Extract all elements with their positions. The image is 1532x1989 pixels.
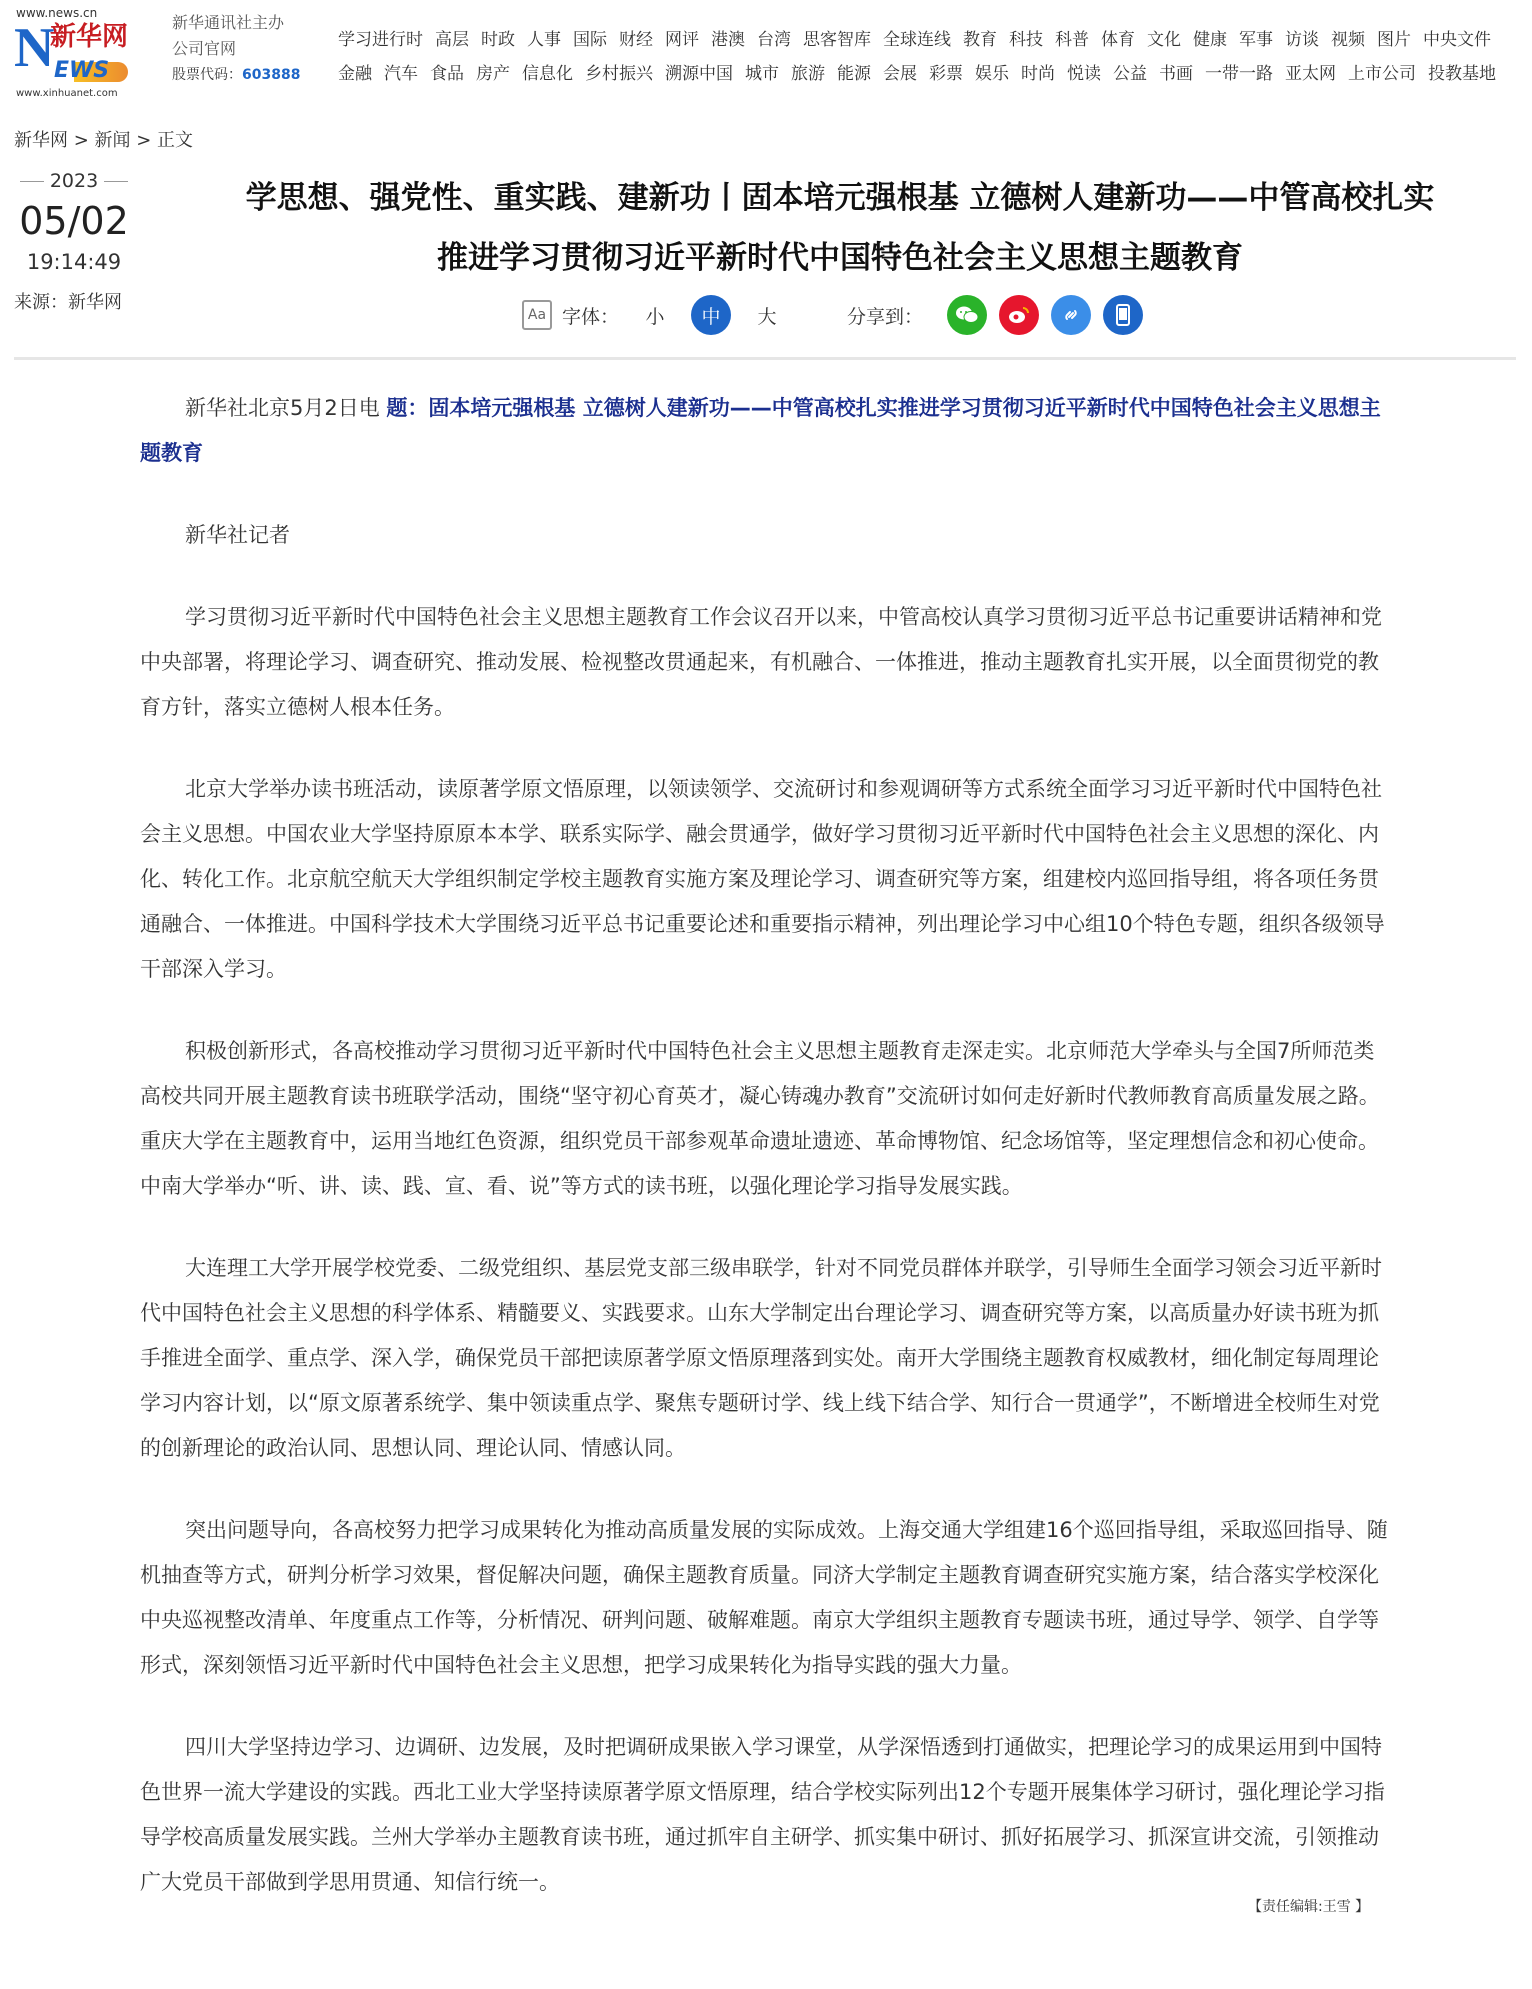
title-line-1: 学思想、强党性、重实践、建新功丨固本培元强根基 立德树人建新功——中管高校扎实: [245, 180, 1435, 216]
nav-row-2: [338, 54, 1528, 88]
nav-item[interactable]: 会展: [883, 63, 917, 84]
stock-code: [172, 62, 300, 88]
article-tools: [522, 294, 1143, 336]
nav-item[interactable]: 食品: [430, 63, 464, 84]
nav-item[interactable]: 溯源中国: [665, 63, 733, 84]
article-reporter: 新华社记者: [185, 523, 290, 547]
article-paragraph: 积极创新形式，各高校推动学习贯彻习近平新时代中国特色社会主义思想主题教育走深走实。北京师范大学牵头与全国7所师范类高校共同开展主题教育读书班联学活动，围绕“坚守初心育英才，凝心铸魂办教育”交流研讨如何走好新时代教师教育高质量发展之路。重庆大学在主题教育中，运用当地红色资源，组织党员干部参观革命遗址遗迹、革命博物馆、纪念场馆等，坚定理想信念和初心使命。中南大学举办“听、讲、读、践、宣、看、说”等方式的读书班，以强化理论学习指导发展实践。: [140, 1039, 1380, 1198]
mobile-icon[interactable]: [1103, 295, 1143, 335]
logo-ews-text: EWS: [54, 58, 110, 83]
nav-item[interactable]: 中央文件: [1423, 29, 1491, 50]
nav-item[interactable]: 公益: [1113, 63, 1147, 84]
nav-item[interactable]: 思客智库: [803, 29, 871, 50]
nav-item[interactable]: 港澳: [711, 29, 745, 50]
wechat-icon[interactable]: [947, 295, 987, 335]
header-divider: [14, 357, 1516, 360]
logo-n-letter: N: [14, 17, 55, 79]
stock-label: 股票代码：: [172, 67, 242, 83]
nav-item[interactable]: 网评: [665, 29, 699, 50]
share-label: 分享到：: [847, 305, 924, 328]
nav-item[interactable]: 娱乐: [975, 63, 1009, 84]
nav-item[interactable]: 悦读: [1067, 63, 1101, 84]
nav-item[interactable]: 时尚: [1021, 63, 1055, 84]
title-line-2: 推进学习贯彻习近平新时代中国特色社会主义思想主题教育: [437, 240, 1243, 276]
nav-item[interactable]: 房产: [476, 63, 510, 84]
publish-time: 19:14:49: [26, 250, 122, 274]
nav-row-1: [338, 20, 1528, 54]
nav-item[interactable]: 科普: [1055, 29, 1089, 50]
article-meta: [14, 170, 134, 314]
nav-item[interactable]: 一带一路: [1205, 63, 1273, 84]
article-source: 来源：新华网: [14, 292, 122, 313]
nav-item[interactable]: 乡村振兴: [585, 63, 653, 84]
nav-item[interactable]: 科技: [1009, 29, 1043, 50]
nav-item[interactable]: 全球连线: [883, 29, 951, 50]
nav-item[interactable]: 访谈: [1285, 29, 1319, 50]
nav-item[interactable]: 信息化: [522, 63, 573, 84]
nav-item[interactable]: 国际: [573, 29, 607, 50]
xinhua-logo[interactable]: [14, 6, 128, 98]
article-paragraph: 大连理工大学开展学校党委、二级党组织、基层党支部三级串联学，针对不同党员群体并联学，引导师生全面学习领会习近平新时代中国特色社会主义思想的科学体系、精髓要义、实践要求。山东大学制定出台理论学习、调查研究等方案，以高质量办好读书班为抓手推进全面学、重点学、深入学，确保党员干部把读原著学原文悟原理落到实处。南开大学围绕主题教育权威教材，细化制定每周理论学习内容计划，以“原文原著系统学、集中领读重点学、聚焦专题研讨学、线上线下结合学、知行合一贯通学”，不断增进全校师生对党的创新理论的政治认同、思想认同、理论认同、情感认同。: [140, 1256, 1382, 1460]
nav-item[interactable]: 教育: [963, 29, 997, 50]
article-paragraph: 学习贯彻习近平新时代中国特色社会主义思想主题教育工作会议召开以来，中管高校认真学习贯彻习近平总书记重要讲话精神和党中央部署，将理论学习、调查研究、推动发展、检视整改贯通起来，有机融合、一体推进，推动主题教育扎实开展，以全面贯彻党的教育方针，落实立德树人根本任务。: [140, 605, 1382, 719]
page-title: [190, 168, 1490, 288]
nav-item[interactable]: 彩票: [929, 63, 963, 84]
article-paragraph: 北京大学举办读书班活动，读原著学原文悟原理，以领读领学、交流研讨和参观调研等方式系统全面学习习近平新时代中国特色社会主义思想。中国农业大学坚持原原本本学、联系实际学、融会贯通学，做好学习贯彻习近平新时代中国特色社会主义思想的深化、内化、转化工作。北京航空航天大学组织制定学校主题教育实施方案及理论学习、调查研究等方案，组建校内巡回指导组，将各项任务贯通融合、一体推进。中国科学技术大学围绕习近平总书记重要论述和重要指示精神，列出理论学习中心组10个特色专题，组织各级领导干部深入学习。: [140, 777, 1385, 981]
nav-item[interactable]: 台湾: [757, 29, 791, 50]
article-body: [140, 386, 1388, 1942]
brand-info: [172, 10, 300, 88]
font-medium-button[interactable]: 中: [691, 295, 731, 335]
nav-item[interactable]: 亚太网: [1285, 63, 1336, 84]
nav-item[interactable]: 文化: [1147, 29, 1181, 50]
nav-item[interactable]: 书画: [1159, 63, 1193, 84]
stock-number[interactable]: 603888: [242, 67, 301, 83]
breadcrumb[interactable]: 新华网 > 新闻 > 正文: [14, 130, 194, 151]
nav-item[interactable]: 能源: [837, 63, 871, 84]
lead-title: 题：固本培元强根基 立德树人建新功——中管高校扎实推进学习贯彻习近平新时代中国特色社会主义思想主题教育: [140, 396, 1381, 465]
link-icon[interactable]: [1051, 295, 1091, 335]
font-size-icon: Aa: [522, 300, 552, 330]
publish-year: 2023: [14, 170, 134, 192]
nav-item[interactable]: 金融: [338, 63, 372, 84]
nav-item[interactable]: 人事: [527, 29, 561, 50]
weibo-icon[interactable]: [999, 295, 1039, 335]
publish-month-day: 05/02: [19, 199, 129, 243]
brand-line2: 公司官网: [172, 39, 237, 58]
responsible-editor: 【责任编辑:王雪 】: [1248, 1899, 1370, 1915]
article-paragraph: 四川大学坚持边学习、边调研、边发展，及时把调研成果嵌入学习课堂，从学深悟透到打通做实，把理论学习的成果运用到中国特色世界一流大学建设的实践。西北工业大学坚持读原著学原文悟原理，结合学校实际列出12个专题开展集体学习研讨，强化理论学习指导学校高质量发展实践。兰州大学举办主题教育读书班，通过抓牢自主研学、抓实集中研讨、抓好拓展学习、抓深宣讲交流，引领推动广大党员干部做到学思用贯通、知信行统一。: [140, 1735, 1385, 1894]
site-header: [0, 0, 1532, 110]
nav-item[interactable]: 健康: [1193, 29, 1227, 50]
brand-line1: 新华通讯社主办: [172, 13, 285, 32]
top-nav: [338, 20, 1528, 88]
article-paragraph: 突出问题导向，各高校努力把学习成果转化为推动高质量发展的实际成效。上海交通大学组建16个巡回指导组，采取巡回指导、随机抽查等方式，研判分析学习效果，督促解决问题，确保主题教育质量。同济大学制定主题教育调查研究实施方案，结合落实学校深化中央巡视整改清单、年度重点工作等，分析情况、研判问题、破解难题。南京大学组织主题教育专题读书班，通过导学、领学、自学等形式，深刻领悟习近平新时代中国特色社会主义思想，把学习成果转化为指导实践的强大力量。: [140, 1518, 1388, 1677]
article-lead: [140, 386, 1388, 476]
nav-item[interactable]: 学习进行时: [338, 29, 423, 50]
font-large-button[interactable]: 大: [757, 305, 777, 328]
nav-item[interactable]: 旅游: [791, 63, 825, 84]
nav-item[interactable]: 财经: [619, 29, 653, 50]
nav-item[interactable]: 视频: [1331, 29, 1365, 50]
nav-item[interactable]: 投教基地: [1428, 63, 1496, 84]
nav-item[interactable]: 体育: [1101, 29, 1135, 50]
nav-item[interactable]: 汽车: [384, 63, 418, 84]
logo-bottom-url: www.xinhuanet.com: [16, 88, 118, 99]
nav-item[interactable]: 军事: [1239, 29, 1273, 50]
nav-item[interactable]: 上市公司: [1348, 63, 1416, 84]
nav-item[interactable]: 时政: [481, 29, 515, 50]
nav-item[interactable]: 高层: [435, 29, 469, 50]
logo-cn-text: 新华网: [50, 22, 129, 52]
nav-item[interactable]: 城市: [745, 63, 779, 84]
logo-top-url: www.news.cn: [16, 6, 98, 20]
nav-item[interactable]: 图片: [1377, 29, 1411, 50]
font-label: 字体：: [562, 305, 620, 328]
lead-dateline: 新华社北京5月2日电: [185, 396, 387, 420]
font-small-button[interactable]: 小: [645, 305, 665, 328]
